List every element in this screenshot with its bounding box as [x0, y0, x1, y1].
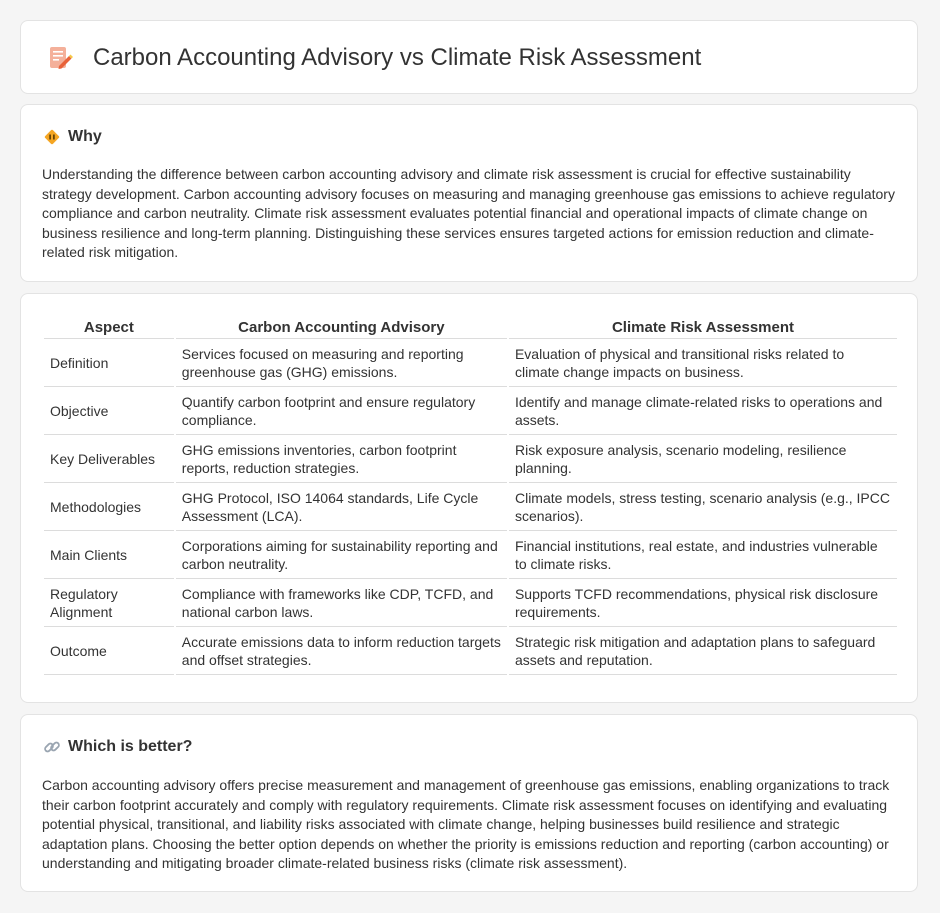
why-heading: Why	[68, 128, 102, 145]
table-row	[44, 387, 897, 435]
climate-risk-cell: Identify and manage climate-related risks to operations and assets.	[509, 387, 897, 435]
climate-risk-cell: Risk exposure analysis, scenario modeling, resilience planning.	[509, 435, 897, 483]
table-row	[44, 339, 897, 387]
aspect-cell: Main Clients	[44, 531, 174, 579]
table-row	[44, 531, 897, 579]
table-row	[44, 435, 897, 483]
carbon-accounting-cell: Quantify carbon footprint and ensure regulatory compliance.	[176, 387, 507, 435]
why-text: Understanding the difference between carbon accounting advisory and climate risk assessment is crucial for effective sustainability strategy development. Carbon accounting advisory focuses on measuring and managing greenhouse gas emissions to achieve regulatory compliance and carbon neutrality. Climate risk assessment evaluates potential financial and operational impacts of climate change on business resilience and long-term planning. Distinguishing these services ensures targeted actions for emission reduction and climate-related risk mitigation.	[42, 166, 895, 260]
carbon-accounting-cell: GHG Protocol, ISO 14064 standards, Life Cycle Assessment (LCA).	[176, 483, 507, 531]
aspect-cell: Methodologies	[44, 483, 174, 531]
which-is-better-heading: Which is better?	[68, 738, 193, 755]
page-title: Carbon Accounting Advisory vs Climate Risk Assessment	[93, 44, 702, 71]
which-is-better-text: Carbon accounting advisory offers precise measurement and management of greenhouse gas emissions, enabling organizations to track their carbon footprint accurately and comply with regulatory requirements. Climate risk assessment focuses on identifying and evaluating potential physical, transitional, and liability risks associated with climate change, helping businesses build resilience and strategic adaptation plans. Choosing the better option depends on whether the priority is emissions reduction and reporting (carbon accounting) or understanding and mitigating broader climate-related business risks (climate risk assessment).	[42, 777, 890, 871]
climate-risk-cell: Financial institutions, real estate, and industries vulnerable to climate risks.	[509, 531, 897, 579]
why-section	[20, 104, 918, 282]
table-row	[44, 483, 897, 531]
climate-risk-cell: Evaluation of physical and transitional risks related to climate change impacts on business.	[509, 339, 897, 387]
which-is-better-section	[20, 714, 918, 892]
carbon-accounting-cell: Corporations aiming for sustainability reporting and carbon neutrality.	[176, 531, 507, 579]
aspect-cell: Regulatory Alignment	[44, 579, 174, 627]
climate-risk-cell: Climate models, stress testing, scenario analysis (e.g., IPCC scenarios).	[509, 483, 897, 531]
aspect-cell: Definition	[44, 339, 174, 387]
aspect-cell: Objective	[44, 387, 174, 435]
diamond-sign-icon	[43, 128, 61, 146]
aspect-cell: Outcome	[44, 627, 174, 675]
table-row	[44, 627, 897, 675]
carbon-accounting-cell: Services focused on measuring and reporting greenhouse gas (GHG) emissions.	[176, 339, 507, 387]
document-pen-icon	[47, 45, 73, 71]
table-row	[44, 579, 897, 627]
climate-risk-cell: Supports TCFD recommendations, physical risk disclosure requirements.	[509, 579, 897, 627]
carbon-accounting-cell: GHG emissions inventories, carbon footprint reports, reduction strategies.	[176, 435, 507, 483]
comparison-section	[20, 293, 918, 703]
carbon-accounting-cell: Accurate emissions data to inform reduction targets and offset strategies.	[176, 627, 507, 675]
title-card	[20, 20, 918, 94]
column-header-climate-risk: Climate Risk Assessment	[509, 316, 897, 339]
column-header-carbon-accounting: Carbon Accounting Advisory	[176, 316, 507, 339]
comparison-table	[42, 316, 899, 675]
climate-risk-cell: Strategic risk mitigation and adaptation plans to safeguard assets and reputation.	[509, 627, 897, 675]
table-header-row	[44, 316, 897, 339]
link-icon	[43, 738, 61, 756]
column-header-aspect: Aspect	[44, 316, 174, 339]
carbon-accounting-cell: Compliance with frameworks like CDP, TCFD, and national carbon laws.	[176, 579, 507, 627]
aspect-cell: Key Deliverables	[44, 435, 174, 483]
